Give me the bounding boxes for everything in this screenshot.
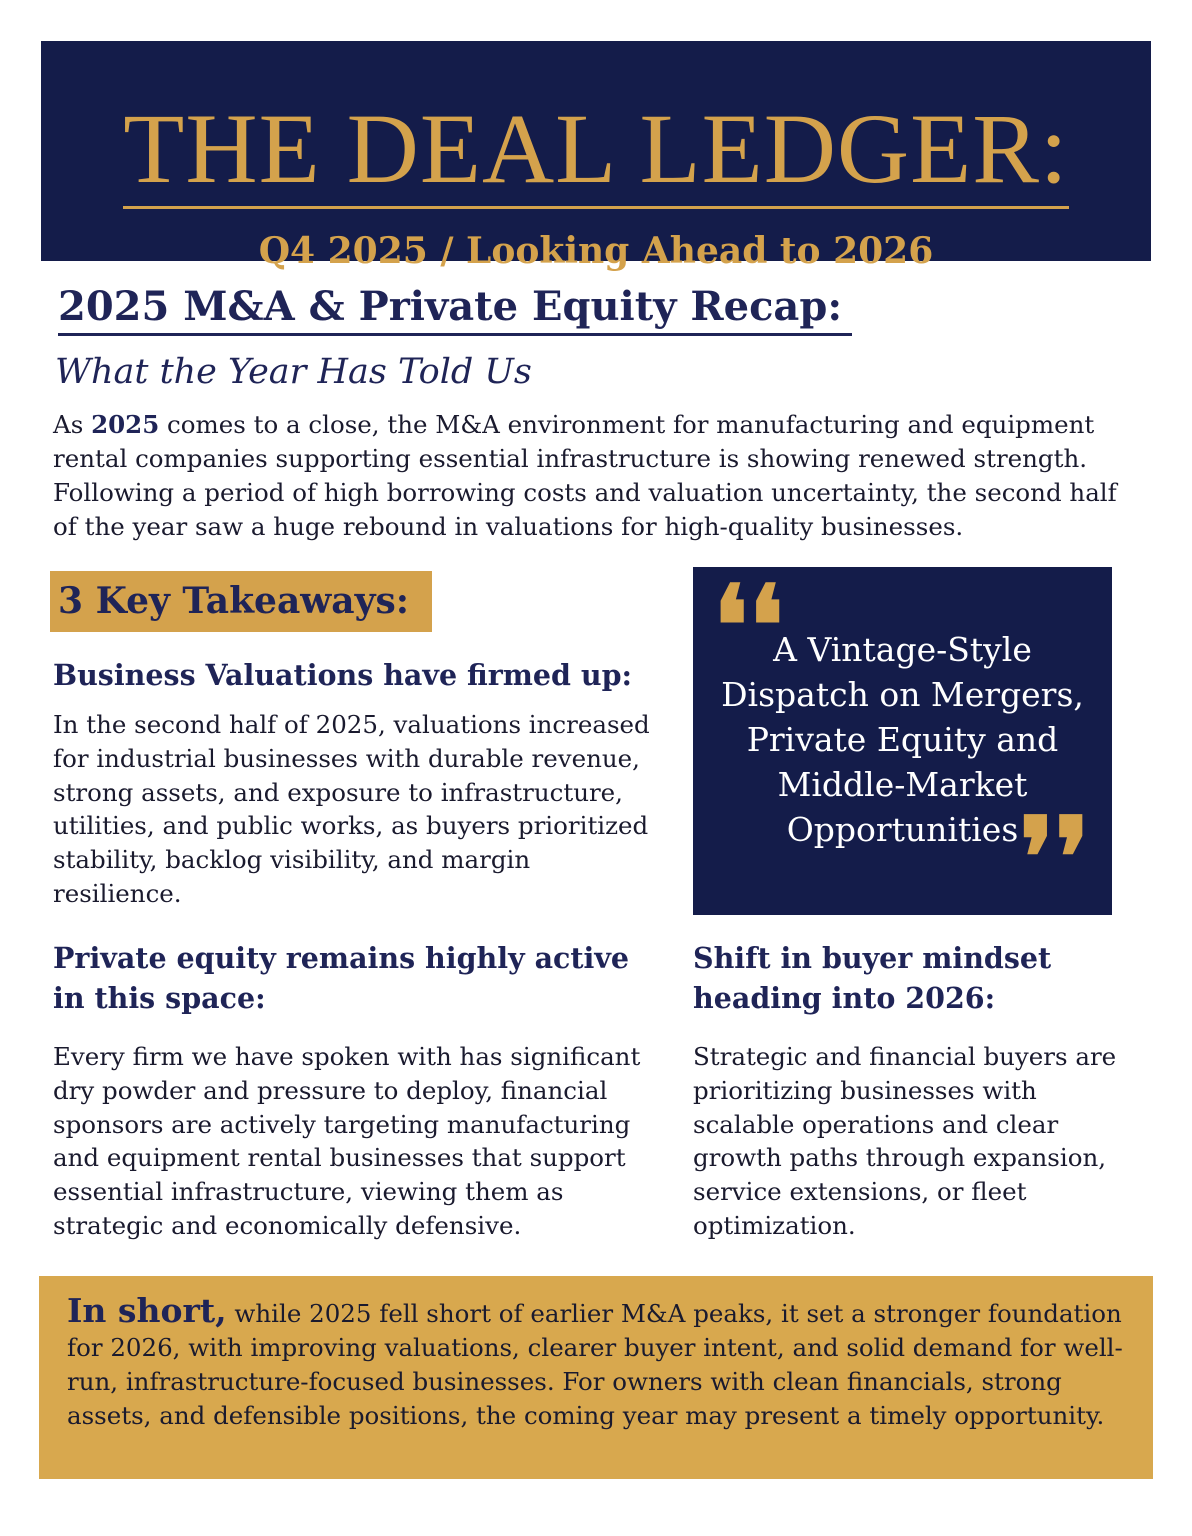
pull-quote-text: A Vintage-Style Dispatch on Mergers, Private Equity and Middle-Market Opportunities — [721, 630, 1084, 849]
summary-text: while 2025 fell short of earlier M&A peaks, it set a stronger foundation for 2026, with improving valuations, clearer buyer intent, and solid demand for well-run, infrastructure-focused businesses. For owners with clean financials, strong assets, and defensible positions, the coming year may present a timely opportunity. — [67, 1299, 1123, 1430]
private-equity-heading: Private equity remains highly active in this space: — [53, 941, 630, 1015]
takeaways-label: 3 Key Takeaways: — [58, 580, 410, 622]
close-quote-icon: ❜❜ — [1019, 793, 1090, 922]
private-equity-body: Every firm we have spoken with has significant dry powder and pressure to deploy, financial sponsors are actively targeting manufacturing and equipment rental businesses that support essential infrastructure, viewing them as strategic and economically defensive. — [53, 1042, 641, 1240]
intro-prefix: As — [53, 410, 92, 439]
intro-paragraph — [53, 408, 1143, 544]
intro-text: comes to a close, the M&A environment for manufacturing and equipment rental companies supporting essential infrastructure is showing renewed strength. Following a period of high borrowing costs and valuation uncertainty, the second half of the year saw a huge rebound in valuations for high-quality businesses. — [53, 410, 1117, 541]
pull-quote-box — [693, 561, 1112, 922]
summary-paragraph — [67, 1291, 1125, 1433]
recap-heading: 2025 M&A & Private Equity Recap: — [58, 281, 852, 336]
newsletter-title: THE DEAL LEDGER: — [41, 99, 1151, 199]
recap-subheading: What the Year Has Told Us — [55, 352, 532, 392]
summary-lead: In short, — [67, 1291, 227, 1330]
masthead-banner — [41, 41, 1151, 272]
buyer-mindset-heading: Shift in buyer mindset heading into 2026: — [693, 941, 1052, 1015]
intro-year: 2025 — [91, 410, 160, 439]
summary-box — [39, 1276, 1153, 1479]
buyer-mindset-body: Strategic and financial buyers are prioritizing businesses with scalable operations and clear growth paths through expansion, service extensions, or fleet optimization. — [693, 1042, 1117, 1240]
takeaways-badge — [50, 571, 432, 632]
valuations-body: In the second half of 2025, valuations increased for industrial businesses with durable revenue, strong assets, and exposure to infrastructure, utilities, and public works, as buyers prioritized stability, backlog visibility, and margin resilience. — [53, 710, 650, 908]
issue-subtitle: Q4 2025 / Looking Ahead to 2026 — [258, 230, 934, 272]
open-quote-icon: ❛❛ — [713, 561, 784, 690]
valuations-heading: Business Valuations have firmed up: — [53, 658, 633, 692]
